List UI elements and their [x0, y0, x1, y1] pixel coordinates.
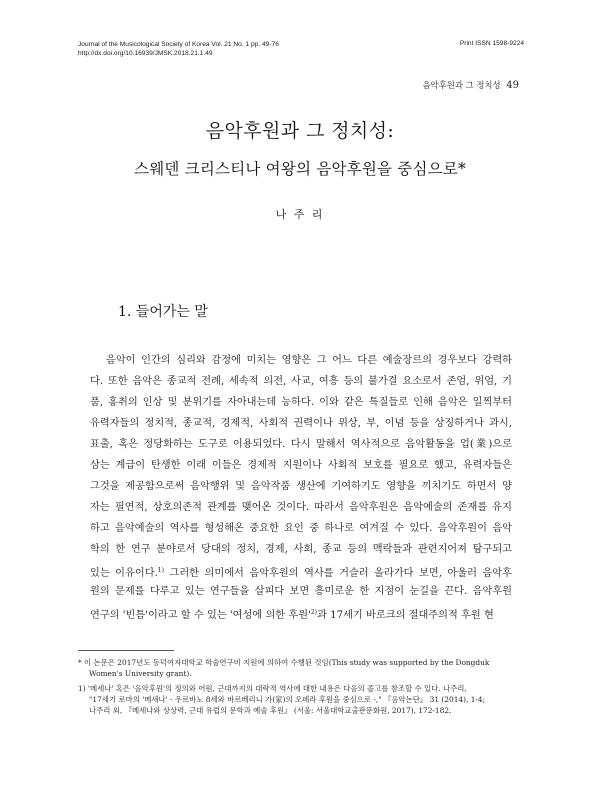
body-line: 학의 한 연구 분야로서 당대의 정치, 경제, 사회, 종교 등의 맥락들과 관련지어져 탐구되고	[90, 544, 512, 555]
footnote-line: * 이 논문은 2017년도 동덕여자대학교 학술연구비 지원에 의하여 수행된 것임(This study was supported by the Dongduk	[78, 658, 490, 667]
journal-line: Journal of the Musicological Society of Korea Vol. 21 No. 1 pp. 49-76	[78, 41, 279, 48]
footnote-ref[interactable]: 1)	[157, 567, 164, 574]
body-line: 표출, 혹은 정당화하는 도구로 이용되었다. 다시 말해서 역사적으로 음악활동을 업(業)으로	[90, 439, 512, 450]
footnote-line: 1) '메세나' 혹은 '음악후원'의 정의와 어원, 근대까지의 대략적 역사에 대한 내용은 다음의 졸고를 참조할 수 있다. 나주리,	[78, 684, 467, 693]
body-line: 그것을 제공함으로써 음악행위 및 음악작품 생산에 기여하기도 영향을 끼치기도 하면서 양	[90, 481, 512, 492]
footnote-line: Women's University grant).	[89, 669, 192, 678]
body-line: 품, 홍취의 인상 및 분위기를 자아내는데 능하다. 이와 같은 특질들로 인해 음악은 일찍부터	[90, 397, 512, 408]
footnote-line: 나주리 외, 『메세나와 상상력, 근대 유럽의 문학과 예술 후원』 (서울: 서울대학교출판문화원, 2017), 172-182.	[89, 706, 452, 715]
body-line-part: 그러한 의미에서 음악후원의 역사를 거슬러 올라가다 보면, 아울러 음악후	[169, 568, 512, 579]
body-line-part: 있는 이유이다.	[90, 568, 158, 579]
body-line-part: 과 17세기 바로크의 절대주의적 후원 현	[317, 610, 494, 621]
doi-line[interactable]: http://dx.doi.org/10.16939/JMSK.2018.21.1.49	[78, 50, 213, 57]
journal-citation	[78, 40, 279, 58]
paper-subtitle: 스웨덴 크리스티나 여왕의 음악후원을 중심으로*	[134, 160, 466, 178]
body-line	[90, 602, 512, 623]
body-line: 다. 또한 음악은 종교적 전례, 세속적 의전, 사교, 여흥 등의 불가결 요소로서 존엄, 위엄, 기	[90, 376, 512, 387]
body-line	[90, 560, 512, 581]
footnote-divider	[78, 650, 174, 651]
body-line: 삼는 계급이 탄생한 이래 이들은 경제적 지원이나 사회적 보호를 필요로 했고, 유력자들은	[90, 460, 512, 471]
body-text	[90, 350, 512, 623]
running-head-title: 음악후원과 그 정치성	[422, 80, 501, 90]
body-line: 음악이 인간의 심리와 감정에 미치는 영향은 그 어느 다른 예술장르의 경우보다 강력하	[106, 355, 512, 366]
footnote-line: "17세기 로마의 '메세나' - 우르바노 8세와 바르베리니 가(家)의 오페라 후원을 중심으로 -," 『음악논단』 31 (2014), 1-4;	[89, 695, 486, 704]
page-number: 49	[506, 80, 519, 91]
author-name: 나 주 리	[275, 208, 325, 221]
running-head	[422, 79, 519, 91]
body-line: 유력자들의 정치적, 종교적, 경제적, 사회적 권력이나 위상, 부, 이념 등을 상징하거나 과시,	[90, 418, 512, 429]
footnote-1	[78, 683, 524, 716]
body-line: 자는 필연적, 상호의존적 관계를 맺어온 것이다. 따라서 음악후원은 음악예술의 존재를 유지	[90, 502, 512, 513]
body-line-part: 연구의 '빈틈'이라고 할 수 있는 '여성에 의한 후원'	[90, 610, 311, 621]
footnote-ref[interactable]: 2)	[310, 609, 318, 616]
paper-title: 음악후원과 그 정치성:	[205, 120, 395, 142]
section-heading: 1. 들어가는 말	[118, 304, 208, 320]
body-line: 원의 문제를 다루고 있는 연구들을 살피다 보면 흥미로운 한 지점이 눈길을 끈다. 음악후원	[90, 586, 512, 597]
body-line: 하고 음악예술의 역사를 형성해온 중요한 요인 중 하나로 여겨질 수 있다. 음악후원이 음악	[90, 523, 512, 534]
footnote-acknowledgement	[78, 657, 524, 679]
issn: Print ISSN 1598-9224	[459, 40, 524, 47]
